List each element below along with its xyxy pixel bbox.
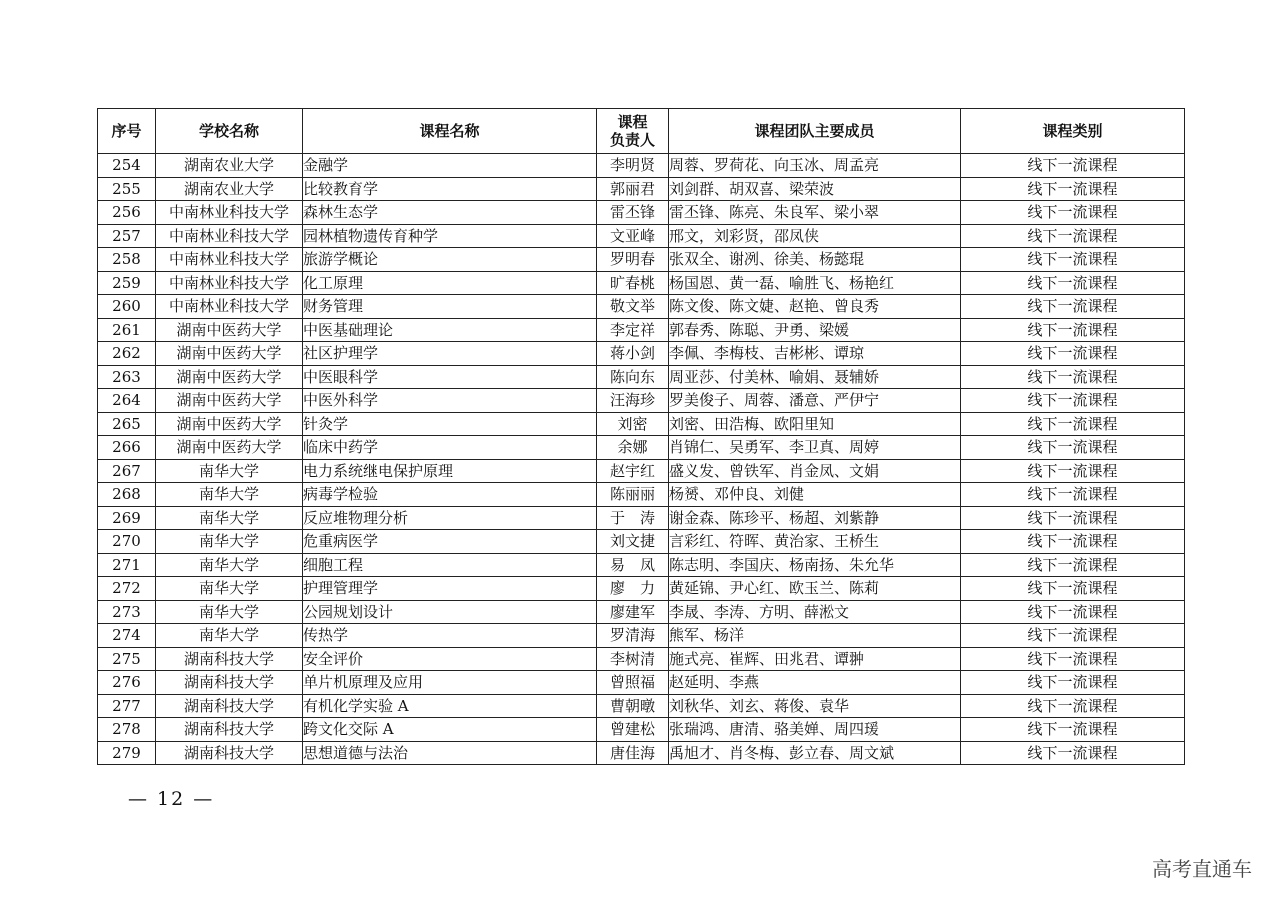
- cell-type: 线下一流课程: [961, 741, 1185, 765]
- cell-school: 中南林业科技大学: [156, 295, 303, 319]
- cell-num: 266: [98, 436, 156, 460]
- table-row: [98, 224, 1185, 248]
- cell-school: 湖南中医药大学: [156, 389, 303, 413]
- cell-team: 刘秋华、刘玄、蒋俊、袁华: [669, 694, 961, 718]
- cell-course: 细胞工程: [303, 553, 597, 577]
- cell-team: 张瑞鸿、唐清、骆美婵、周四瑗: [669, 718, 961, 742]
- cell-type: 线下一流课程: [961, 577, 1185, 601]
- table-row: [98, 718, 1185, 742]
- cell-type: 线下一流课程: [961, 624, 1185, 648]
- cell-num: 275: [98, 647, 156, 671]
- cell-type: 线下一流课程: [961, 224, 1185, 248]
- cell-lead: 曾建松: [597, 718, 669, 742]
- cell-course: 护理管理学: [303, 577, 597, 601]
- cell-team: 周蓉、罗荷花、向玉冰、周孟亮: [669, 154, 961, 178]
- table-row: [98, 647, 1185, 671]
- table-row: [98, 459, 1185, 483]
- header-row: [98, 109, 1185, 154]
- cell-team: 施式亮、崔辉、田兆君、谭翀: [669, 647, 961, 671]
- cell-team: 罗美俊子、周蓉、潘意、严伊宁: [669, 389, 961, 413]
- table-row: [98, 201, 1185, 225]
- table-row: [98, 389, 1185, 413]
- cell-school: 湖南中医药大学: [156, 318, 303, 342]
- cell-type: 线下一流课程: [961, 318, 1185, 342]
- cell-lead: 蒋小剑: [597, 342, 669, 366]
- cell-course: 财务管理: [303, 295, 597, 319]
- cell-num: 276: [98, 671, 156, 695]
- cell-num: 259: [98, 271, 156, 295]
- table-row: [98, 154, 1185, 178]
- cell-team: 邢文，刘彩贤，邵凤侠: [669, 224, 961, 248]
- cell-team: 肖锦仁、吴勇军、李卫真、周婷: [669, 436, 961, 460]
- cell-team: 陈志明、李国庆、杨南扬、朱允华: [669, 553, 961, 577]
- cell-school: 南华大学: [156, 600, 303, 624]
- cell-num: 262: [98, 342, 156, 366]
- cell-school: 湖南中医药大学: [156, 365, 303, 389]
- table-row: [98, 436, 1185, 460]
- cell-course: 针灸学: [303, 412, 597, 436]
- cell-course: 单片机原理及应用: [303, 671, 597, 695]
- cell-school: 湖南科技大学: [156, 741, 303, 765]
- cell-num: 279: [98, 741, 156, 765]
- course-table: [97, 108, 1185, 765]
- header-num: 序号: [98, 109, 156, 154]
- cell-lead: 曾照福: [597, 671, 669, 695]
- cell-course: 比较教育学: [303, 177, 597, 201]
- cell-lead: 廖建军: [597, 600, 669, 624]
- cell-num: 255: [98, 177, 156, 201]
- table-row: [98, 553, 1185, 577]
- header-type: 课程类别: [961, 109, 1185, 154]
- cell-course: 中医眼科学: [303, 365, 597, 389]
- cell-course: 旅游学概论: [303, 248, 597, 272]
- cell-course: 公园规划设计: [303, 600, 597, 624]
- cell-lead: 雷丕锋: [597, 201, 669, 225]
- cell-lead: 刘文捷: [597, 530, 669, 554]
- table-row: [98, 741, 1185, 765]
- table-row: [98, 248, 1185, 272]
- cell-num: 277: [98, 694, 156, 718]
- cell-school: 南华大学: [156, 459, 303, 483]
- cell-course: 思想道德与法治: [303, 741, 597, 765]
- table-row: [98, 295, 1185, 319]
- table-row: [98, 530, 1185, 554]
- cell-type: 线下一流课程: [961, 342, 1185, 366]
- cell-type: 线下一流课程: [961, 459, 1185, 483]
- cell-course: 化工原理: [303, 271, 597, 295]
- cell-school: 南华大学: [156, 624, 303, 648]
- cell-course: 园林植物遗传育种学: [303, 224, 597, 248]
- cell-type: 线下一流课程: [961, 694, 1185, 718]
- cell-type: 线下一流课程: [961, 436, 1185, 460]
- cell-school: 中南林业科技大学: [156, 271, 303, 295]
- cell-school: 南华大学: [156, 483, 303, 507]
- cell-school: 湖南科技大学: [156, 694, 303, 718]
- cell-team: 雷丕锋、陈亮、朱良军、梁小翠: [669, 201, 961, 225]
- cell-num: 273: [98, 600, 156, 624]
- cell-school: 南华大学: [156, 553, 303, 577]
- table-row: [98, 177, 1185, 201]
- table-row: [98, 577, 1185, 601]
- cell-school: 湖南科技大学: [156, 671, 303, 695]
- table-row: [98, 483, 1185, 507]
- cell-course: 反应堆物理分析: [303, 506, 597, 530]
- table-row: [98, 506, 1185, 530]
- cell-course: 跨文化交际 A: [303, 718, 597, 742]
- cell-team: 盛义发、曾铁军、肖金凤、文娟: [669, 459, 961, 483]
- cell-type: 线下一流课程: [961, 248, 1185, 272]
- cell-type: 线下一流课程: [961, 530, 1185, 554]
- cell-team: 赵延明、李燕: [669, 671, 961, 695]
- table-row: [98, 412, 1185, 436]
- cell-course: 有机化学实验 A: [303, 694, 597, 718]
- cell-num: 254: [98, 154, 156, 178]
- cell-team: 李晟、李涛、方明、薛淞文: [669, 600, 961, 624]
- cell-lead: 刘密: [597, 412, 669, 436]
- cell-course: 病毒学检验: [303, 483, 597, 507]
- cell-type: 线下一流课程: [961, 483, 1185, 507]
- table-header: [98, 109, 1185, 154]
- cell-lead: 陈向东: [597, 365, 669, 389]
- table-row: [98, 342, 1185, 366]
- cell-type: 线下一流课程: [961, 718, 1185, 742]
- cell-type: 线下一流课程: [961, 201, 1185, 225]
- cell-course: 电力系统继电保护原理: [303, 459, 597, 483]
- cell-num: 260: [98, 295, 156, 319]
- cell-type: 线下一流课程: [961, 295, 1185, 319]
- table-body: [98, 154, 1185, 765]
- cell-team: 李佩、李梅枝、吉彬彬、谭琼: [669, 342, 961, 366]
- cell-num: 269: [98, 506, 156, 530]
- cell-school: 湖南农业大学: [156, 154, 303, 178]
- cell-team: 杨赟、邓仲良、刘健: [669, 483, 961, 507]
- cell-type: 线下一流课程: [961, 177, 1185, 201]
- cell-team: 郭春秀、陈聪、尹勇、梁媛: [669, 318, 961, 342]
- cell-team: 熊军、杨洋: [669, 624, 961, 648]
- header-team: 课程团队主要成员: [669, 109, 961, 154]
- cell-team: 周亚莎、付美林、喻娟、聂辅娇: [669, 365, 961, 389]
- cell-school: 湖南科技大学: [156, 647, 303, 671]
- cell-type: 线下一流课程: [961, 506, 1185, 530]
- cell-team: 言彩红、符晖、黄治家、王桥生: [669, 530, 961, 554]
- cell-lead: 汪海珍: [597, 389, 669, 413]
- cell-lead: 敬文举: [597, 295, 669, 319]
- cell-type: 线下一流课程: [961, 671, 1185, 695]
- cell-lead: 郭丽君: [597, 177, 669, 201]
- cell-school: 南华大学: [156, 530, 303, 554]
- cell-team: 张双全、谢冽、徐美、杨懿琨: [669, 248, 961, 272]
- cell-school: 中南林业科技大学: [156, 224, 303, 248]
- cell-num: 270: [98, 530, 156, 554]
- cell-type: 线下一流课程: [961, 412, 1185, 436]
- header-course: 课程名称: [303, 109, 597, 154]
- cell-num: 257: [98, 224, 156, 248]
- cell-course: 中医基础理论: [303, 318, 597, 342]
- cell-lead: 李树清: [597, 647, 669, 671]
- cell-lead: 于 涛: [597, 506, 669, 530]
- cell-lead: 旷春桃: [597, 271, 669, 295]
- table-row: [98, 694, 1185, 718]
- cell-lead: 李明贤: [597, 154, 669, 178]
- cell-lead: 罗清海: [597, 624, 669, 648]
- cell-num: 278: [98, 718, 156, 742]
- cell-school: 湖南中医药大学: [156, 412, 303, 436]
- table-row: [98, 318, 1185, 342]
- cell-course: 传热学: [303, 624, 597, 648]
- cell-num: 264: [98, 389, 156, 413]
- cell-type: 线下一流课程: [961, 154, 1185, 178]
- cell-course: 危重病医学: [303, 530, 597, 554]
- cell-school: 中南林业科技大学: [156, 248, 303, 272]
- cell-school: 湖南农业大学: [156, 177, 303, 201]
- cell-course: 安全评价: [303, 647, 597, 671]
- cell-team: 谢金森、陈珍平、杨超、刘紫静: [669, 506, 961, 530]
- cell-lead: 易 凤: [597, 553, 669, 577]
- cell-team: 刘密、田浩梅、欧阳里知: [669, 412, 961, 436]
- page-number: — 12 —: [128, 788, 215, 810]
- header-lead-line1: 课程: [617, 113, 648, 131]
- cell-type: 线下一流课程: [961, 647, 1185, 671]
- cell-lead: 余娜: [597, 436, 669, 460]
- cell-num: 256: [98, 201, 156, 225]
- cell-num: 265: [98, 412, 156, 436]
- cell-type: 线下一流课程: [961, 600, 1185, 624]
- cell-school: 湖南中医药大学: [156, 342, 303, 366]
- cell-lead: 唐佳海: [597, 741, 669, 765]
- cell-course: 临床中药学: [303, 436, 597, 460]
- table-row: [98, 624, 1185, 648]
- cell-type: 线下一流课程: [961, 389, 1185, 413]
- cell-lead: 曹朝暾: [597, 694, 669, 718]
- header-school: 学校名称: [156, 109, 303, 154]
- cell-school: 中南林业科技大学: [156, 201, 303, 225]
- cell-type: 线下一流课程: [961, 365, 1185, 389]
- cell-team: 黄延锦、尹心红、欧玉兰、陈莉: [669, 577, 961, 601]
- cell-course: 社区护理学: [303, 342, 597, 366]
- cell-num: 271: [98, 553, 156, 577]
- cell-num: 268: [98, 483, 156, 507]
- table-row: [98, 671, 1185, 695]
- cell-course: 森林生态学: [303, 201, 597, 225]
- cell-lead: 廖 力: [597, 577, 669, 601]
- cell-team: 刘剑群、胡双喜、梁荣波: [669, 177, 961, 201]
- cell-lead: 文亚峰: [597, 224, 669, 248]
- table-row: [98, 365, 1185, 389]
- cell-team: 杨国恩、黄一磊、喻胜飞、杨艳红: [669, 271, 961, 295]
- cell-team: 陈文俊、陈文婕、赵艳、曾良秀: [669, 295, 961, 319]
- cell-lead: 李定祥: [597, 318, 669, 342]
- cell-school: 湖南科技大学: [156, 718, 303, 742]
- cell-num: 263: [98, 365, 156, 389]
- cell-num: 272: [98, 577, 156, 601]
- header-lead-line2: 负责人: [609, 131, 655, 149]
- header-lead: [597, 109, 669, 154]
- cell-team: 禹旭才、肖冬梅、彭立春、周文斌: [669, 741, 961, 765]
- cell-school: 南华大学: [156, 506, 303, 530]
- cell-course: 中医外科学: [303, 389, 597, 413]
- table-row: [98, 271, 1185, 295]
- cell-num: 258: [98, 248, 156, 272]
- watermark: 高考直通车: [1152, 857, 1252, 881]
- cell-type: 线下一流课程: [961, 553, 1185, 577]
- cell-lead: 罗明春: [597, 248, 669, 272]
- cell-school: 湖南中医药大学: [156, 436, 303, 460]
- cell-course: 金融学: [303, 154, 597, 178]
- cell-num: 274: [98, 624, 156, 648]
- cell-num: 261: [98, 318, 156, 342]
- cell-lead: 赵宇红: [597, 459, 669, 483]
- table-row: [98, 600, 1185, 624]
- cell-lead: 陈丽丽: [597, 483, 669, 507]
- cell-num: 267: [98, 459, 156, 483]
- cell-school: 南华大学: [156, 577, 303, 601]
- cell-type: 线下一流课程: [961, 271, 1185, 295]
